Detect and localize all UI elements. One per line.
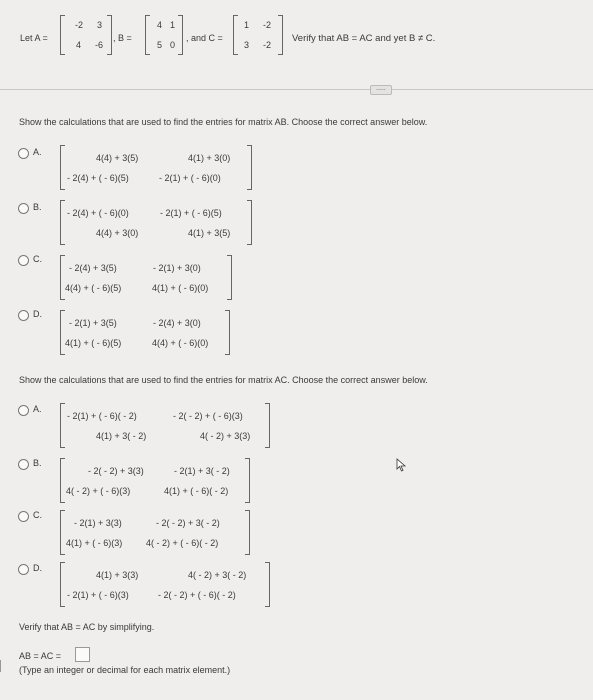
matrix-cell: 4( - 2) + 3( - 2) <box>188 570 247 580</box>
matrix-cell: 4(4) + ( - 6)(5) <box>65 283 122 293</box>
matrix-c <box>233 15 283 55</box>
option-matrix <box>60 145 252 190</box>
matrix-cell: - 2(1) + ( - 6)( - 2) <box>67 411 137 421</box>
matrix-cell: 0 <box>170 40 176 50</box>
option-matrix <box>60 458 250 503</box>
matrix-cell: -2 <box>263 20 272 30</box>
matrix-cell: 4(4) + 3(0) <box>96 228 139 238</box>
and-c-label: , and C = <box>186 33 223 43</box>
radio-button[interactable] <box>18 459 29 470</box>
matrix-cell: 4(1) + 3(3) <box>96 570 139 580</box>
q2-prompt: Show the calculations that are used to find the entries for matrix AC. Choose the correct answer below. <box>19 375 428 385</box>
answer-input[interactable] <box>75 647 90 662</box>
matrix-cell: - 2( - 2) + ( - 6)( - 2) <box>158 590 236 600</box>
option-matrix <box>60 200 252 245</box>
radio-button[interactable] <box>18 511 29 522</box>
matrix-cell: 4(1) + ( - 6)(3) <box>66 538 123 548</box>
matrix-cell: 4( - 2) + ( - 6)(3) <box>66 486 131 496</box>
divider <box>0 89 593 90</box>
option-label: C. <box>33 254 42 264</box>
matrix-cell: - 2(1) + 3(3) <box>74 518 122 528</box>
matrix-cell: 4(1) + 3(5) <box>188 228 231 238</box>
radio-button[interactable] <box>18 255 29 266</box>
matrix-cell: - 2(1) + ( - 6)(0) <box>159 173 221 183</box>
option-matrix <box>60 562 270 607</box>
matrix-cell: - 2(1) + ( - 6)(3) <box>67 590 129 600</box>
answer-hint: (Type an integer or decimal for each matrix element.) <box>19 665 231 675</box>
matrix-b <box>145 15 183 55</box>
radio-button[interactable] <box>18 310 29 321</box>
option-label: B. <box>33 458 42 468</box>
option-matrix <box>60 310 230 355</box>
option-matrix <box>60 510 250 555</box>
matrix-cell: - 2(4) + 3(5) <box>69 263 117 273</box>
radio-button[interactable] <box>18 203 29 214</box>
matrix-cell: 3 <box>244 40 250 50</box>
matrix-cell: - 2(1) + 3(5) <box>69 318 117 328</box>
matrix-cell: 1 <box>170 20 176 30</box>
option-matrix <box>60 403 270 448</box>
matrix-cell: 4 <box>157 20 163 30</box>
radio-button[interactable] <box>18 405 29 416</box>
matrix-a <box>60 15 112 55</box>
matrix-cell: 4(1) + 3(0) <box>188 153 231 163</box>
matrix-cell: - 2(1) + 3( - 2) <box>174 466 230 476</box>
matrix-cell: 4(1) + ( - 6)( - 2) <box>164 486 229 496</box>
matrix-cell: 4(4) + ( - 6)(0) <box>152 338 209 348</box>
matrix-cell: - 2(1) + ( - 6)(5) <box>160 208 222 218</box>
matrix-cell: 5 <box>157 40 163 50</box>
matrix-cell: 4(4) + 3(5) <box>96 153 139 163</box>
matrix-cell: 4(1) + ( - 6)(0) <box>152 283 209 293</box>
mouse-cursor-icon <box>396 458 408 477</box>
option-matrix <box>60 255 232 300</box>
matrix-cell: -6 <box>95 40 104 50</box>
matrix-cell: - 2( - 2) + ( - 6)(3) <box>173 411 243 421</box>
matrix-cell: 4( - 2) + 3(3) <box>200 431 251 441</box>
matrix-cell: - 2(4) + ( - 6)(5) <box>67 173 129 183</box>
matrix-cell: 4(1) + ( - 6)(5) <box>65 338 122 348</box>
edge-mark <box>0 660 5 672</box>
option-label: D. <box>33 563 42 573</box>
verify-instruction: Verify that AB = AC and yet B ≠ C. <box>292 33 436 44</box>
matrix-cell: 4(1) + 3( - 2) <box>96 431 147 441</box>
matrix-cell: - 2( - 2) + 3(3) <box>88 466 144 476</box>
matrix-cell: 1 <box>244 20 250 30</box>
option-label: D. <box>33 309 42 319</box>
option-label: A. <box>33 147 42 157</box>
q3-prompt: Verify that AB = AC by simplifying. <box>19 622 155 632</box>
matrix-cell: - 2(4) + ( - 6)(0) <box>67 208 129 218</box>
radio-button[interactable] <box>18 564 29 575</box>
matrix-cell: - 2(4) + 3(0) <box>153 318 201 328</box>
matrix-cell: - 2(1) + 3(0) <box>153 263 201 273</box>
option-label: B. <box>33 202 42 212</box>
more-button[interactable]: ..... <box>370 85 392 95</box>
option-label: C. <box>33 510 42 520</box>
option-label: A. <box>33 404 42 414</box>
radio-button[interactable] <box>18 148 29 159</box>
matrix-cell: 4( - 2) + ( - 6)( - 2) <box>146 538 219 548</box>
matrix-cell: 4 <box>76 40 82 50</box>
matrix-cell: -2 <box>75 20 84 30</box>
comma-b-label: , B = <box>113 33 132 43</box>
q1-prompt: Show the calculations that are used to find the entries for matrix AB. Choose the correct answer below. <box>19 117 428 127</box>
let-a-label: Let A = <box>20 33 48 43</box>
matrix-cell: 3 <box>97 20 103 30</box>
matrix-cell: -2 <box>263 40 272 50</box>
matrix-cell: - 2( - 2) + 3( - 2) <box>156 518 220 528</box>
answer-label: AB = AC = <box>19 651 62 661</box>
